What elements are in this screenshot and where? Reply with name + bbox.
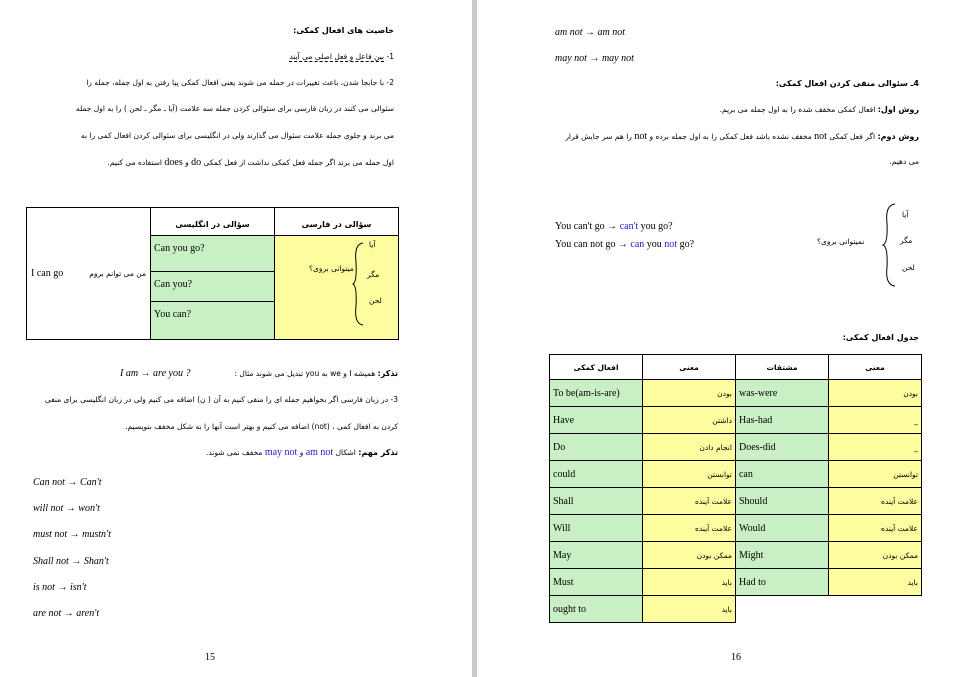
table-cell-meaning	[643, 380, 736, 407]
example-2	[555, 239, 694, 250]
marker-aya: آیا	[369, 240, 376, 249]
table-cell-verb	[550, 434, 643, 461]
persian-question: میتوانی بروی؟	[309, 264, 354, 273]
cell-text: Had to	[738, 577, 766, 588]
top-line: am not → am not	[555, 27, 625, 38]
english-question-cell	[151, 236, 275, 272]
table-row	[550, 569, 922, 596]
cell-text: was-were	[738, 388, 778, 399]
row-label-english: I can go	[31, 268, 64, 279]
table-cell-meaning	[643, 515, 736, 542]
note-text-group	[235, 369, 399, 378]
table-cell-meaning	[643, 596, 736, 623]
item-number: 1-	[386, 52, 394, 61]
marker-magar: مگر	[367, 270, 380, 279]
cell-text: Would	[738, 523, 766, 534]
contraction-line: Shall not → Shan't	[33, 556, 109, 567]
marker-aya: آیا	[902, 210, 909, 219]
auxiliary-verbs-table	[549, 354, 922, 623]
table-cell-derivative	[735, 407, 828, 434]
table-row	[550, 380, 922, 407]
table-cell-derivative	[735, 461, 828, 488]
left-page	[0, 0, 472, 677]
table-body	[550, 380, 922, 623]
page-number: 16	[731, 652, 741, 663]
keyword-do: do	[191, 157, 202, 168]
cell-text: To be(am-is-are)	[553, 388, 620, 399]
cell-text: _	[914, 443, 918, 452]
contraction-line: is not → isn't	[33, 582, 87, 593]
empty-cell	[735, 596, 921, 623]
brace-icon	[352, 242, 364, 326]
cell-text: Shall	[553, 496, 574, 507]
cell-text: علامت آینده	[694, 497, 732, 506]
item-text: بین فاعل و فعل اصلی می آیند	[289, 52, 385, 61]
method-label: روش اول:	[877, 105, 919, 114]
cell-text: علامت آینده	[880, 497, 918, 506]
persian-question-cell	[275, 236, 399, 340]
table-row	[550, 488, 922, 515]
table-cell-meaning	[643, 434, 736, 461]
example-1	[555, 221, 673, 232]
table-cell-verb	[550, 542, 643, 569]
item-2-line-3: می برند و جلوی جمله علامت سئوال می گذارند ولی در انگلیسی برای سئوالی کردن افعال کمی را به	[80, 131, 394, 140]
section-heading: خاصیت های افعال کمکی:	[293, 26, 394, 35]
note-1	[120, 368, 398, 379]
method-2-line-1	[551, 131, 919, 142]
english-question: You can?	[154, 309, 192, 320]
marker-lahn: لحن	[369, 296, 382, 305]
table-cell-verb	[550, 515, 643, 542]
cell-text: توانستن	[893, 470, 918, 479]
highlight-word: not	[664, 239, 678, 250]
text-segment: go?	[679, 239, 695, 250]
table-cell-meaning2	[829, 434, 922, 461]
english-question: Can you go?	[154, 243, 205, 254]
cell-text: علامت آینده	[694, 524, 732, 533]
method-1	[720, 105, 919, 114]
table-cell-verb	[550, 569, 643, 596]
row-label-persian: من می توانم بروم	[89, 269, 146, 278]
cell-text: Must	[553, 577, 574, 588]
table-cell-meaning2	[829, 461, 922, 488]
question-table	[26, 207, 399, 340]
contraction-line: will not → won't	[33, 503, 100, 514]
text-segment: اول جمله می برند اگر جمله فعل کمکی نداشت از فعل کمکی	[203, 158, 394, 167]
brace-icon	[882, 203, 896, 287]
cell-text: can	[738, 469, 753, 480]
section-4-heading: 4ـ سئوالی منفی کردن افعال کمکی:	[775, 79, 919, 88]
table-row	[550, 596, 922, 623]
table-cell-derivative	[735, 569, 828, 596]
cell-text: بودن	[903, 389, 918, 398]
table-cell-meaning2	[829, 407, 922, 434]
text-segment: You can't go →	[555, 221, 618, 232]
item-text: در زبان فارسی اگر بخواهیم جمله ای را منفی کنیم به آن ( ن) اضافه می کنیم ولی در زبان انگلیسی برای منفی	[44, 395, 389, 404]
table-cell-meaning	[643, 488, 736, 515]
english-question-cell	[151, 302, 275, 340]
cell-text: _	[914, 416, 918, 425]
item-2-line-1	[24, 78, 394, 87]
table-cell-verb	[550, 380, 643, 407]
table-cell-meaning	[643, 407, 736, 434]
table-cell-meaning2	[829, 515, 922, 542]
header-persian-question	[275, 208, 399, 236]
table-row	[550, 407, 922, 434]
cell-text: May	[553, 550, 572, 561]
keyword-may-not: may not	[264, 447, 298, 458]
keyword-does: does	[164, 157, 183, 168]
table-cell-verb	[550, 596, 643, 623]
cell-text: Does-did	[738, 442, 776, 453]
row-label-cell	[27, 208, 151, 340]
table-row	[550, 461, 922, 488]
table-cell-meaning2	[829, 380, 922, 407]
table-cell-meaning2	[829, 569, 922, 596]
table-cell-derivative	[735, 434, 828, 461]
column-header: مشتقات	[735, 355, 828, 380]
item-2-line-2: سئوالی می کنند در زبان فارسی برای سئوالی کردن جمله سه علامت (آیا ـ مگر ـ لحن ) را به اول جمله	[75, 104, 394, 113]
text-segment: مخفف نشده باشد فعل کمکی را به اول جمله برده و	[649, 132, 812, 141]
cell-text: ought to	[553, 604, 587, 615]
text-segment: مخفف نمی شوند.	[205, 448, 263, 457]
item-1	[289, 52, 394, 61]
top-line: may not → may not	[555, 53, 634, 64]
table-cell-verb	[550, 407, 643, 434]
item-3-line-2: کردن به افعال کمی ، (not) اضافه می کنیم و بهتر است آنها را به شکل مخفف بنویسیم.	[125, 422, 398, 431]
note-example: I am → are you ?	[120, 368, 191, 379]
table-cell-meaning2	[829, 542, 922, 569]
keyword-not: not	[634, 131, 648, 142]
cell-text: علامت آینده	[880, 524, 918, 533]
column-header: معنی	[643, 355, 736, 380]
text-segment: استفاده می کنیم.	[107, 158, 162, 167]
contraction-line: must not → mustn't	[33, 529, 111, 540]
method-2-line-2: می دهیم.	[889, 157, 919, 166]
text-segment: و	[185, 158, 189, 167]
header-text: سؤالی در فارسی	[301, 220, 372, 229]
table-cell-meaning	[643, 542, 736, 569]
method-text: افعال کمکی مخفف شده را به اول جمله می بریم.	[719, 105, 876, 114]
cell-text: باید	[721, 605, 732, 614]
text-segment: اگر فعل کمکی	[829, 132, 876, 141]
table-cell-verb	[550, 488, 643, 515]
cell-text: Should	[738, 496, 768, 507]
table-title: جدول افعال کمکی:	[842, 333, 919, 342]
table-row	[550, 434, 922, 461]
text-segment: اشکال	[335, 448, 356, 457]
table-cell-derivative	[735, 542, 828, 569]
table-cell-meaning	[643, 569, 736, 596]
column-header: معنی	[829, 355, 922, 380]
contraction-line: are not → aren't	[33, 608, 100, 619]
text-segment: you	[646, 239, 662, 250]
table-cell-meaning2	[829, 488, 922, 515]
english-question: Can you?	[154, 279, 193, 290]
cell-text: بودن	[717, 389, 732, 398]
note-2	[206, 447, 398, 458]
table-row	[550, 515, 922, 542]
highlight-word: can't	[619, 221, 639, 232]
text-segment: را هم سر جایش قرار	[565, 132, 632, 141]
highlight-word: can	[630, 239, 645, 250]
table-cell-verb	[550, 461, 643, 488]
item-number: 2-	[386, 78, 394, 87]
text-segment: You can not go →	[555, 239, 628, 250]
cell-text: توانستن	[707, 470, 732, 479]
text-segment: و	[299, 448, 304, 457]
cell-text: ممکن بودن	[882, 551, 918, 560]
cell-text: باید	[907, 578, 918, 587]
table-cell-derivative	[735, 515, 828, 542]
keyword-not: not	[814, 131, 827, 142]
item-2-line-4	[24, 157, 394, 168]
item-number: 3-	[390, 395, 398, 404]
right-page	[477, 0, 965, 677]
english-question-cell	[151, 272, 275, 302]
note-label: تذکر مهم:	[358, 448, 398, 457]
column-header: افعال کمکی	[550, 355, 643, 380]
cell-text: Might	[738, 550, 764, 561]
cell-text: Do	[553, 442, 566, 453]
table-cell-derivative	[735, 488, 828, 515]
item-3-line-1	[24, 395, 398, 404]
persian-negative-question: نمیتوانی بروی؟	[817, 237, 865, 246]
cell-text: ممکن بودن	[696, 551, 732, 560]
cell-text: انجام دادن	[699, 443, 732, 452]
cell-text: Have	[553, 415, 575, 426]
cell-text: داشتن	[712, 416, 732, 425]
marker-magar: مگر	[900, 236, 913, 245]
cell-text: Will	[553, 523, 571, 534]
page-number: 15	[205, 652, 215, 663]
text-segment: you go?	[640, 221, 673, 232]
cell-text: could	[553, 469, 576, 480]
contraction-line: Can not → Can't	[33, 477, 102, 488]
header-english-question	[151, 208, 275, 236]
note-label: تذکر:	[377, 369, 398, 378]
table-row	[550, 542, 922, 569]
cell-text: Has-had	[738, 415, 773, 426]
method-label: روش دوم:	[877, 132, 919, 141]
table-cell-derivative	[735, 380, 828, 407]
keyword-am-not: am not	[305, 447, 334, 458]
table-cell-meaning	[643, 461, 736, 488]
header-text: سؤالی در انگلیسی	[175, 220, 250, 229]
cell-text: باید	[721, 578, 732, 587]
note-text: همیشه I و we به you تبدیل می شوند مثال :	[234, 369, 376, 378]
marker-lahn: لحن	[902, 263, 915, 272]
item-text: با جابجا شدن، باعث تغییرات در جمله می شوند یعنی افعال کمکی پیا رفتن به اول جمله، جمله را	[86, 78, 385, 87]
